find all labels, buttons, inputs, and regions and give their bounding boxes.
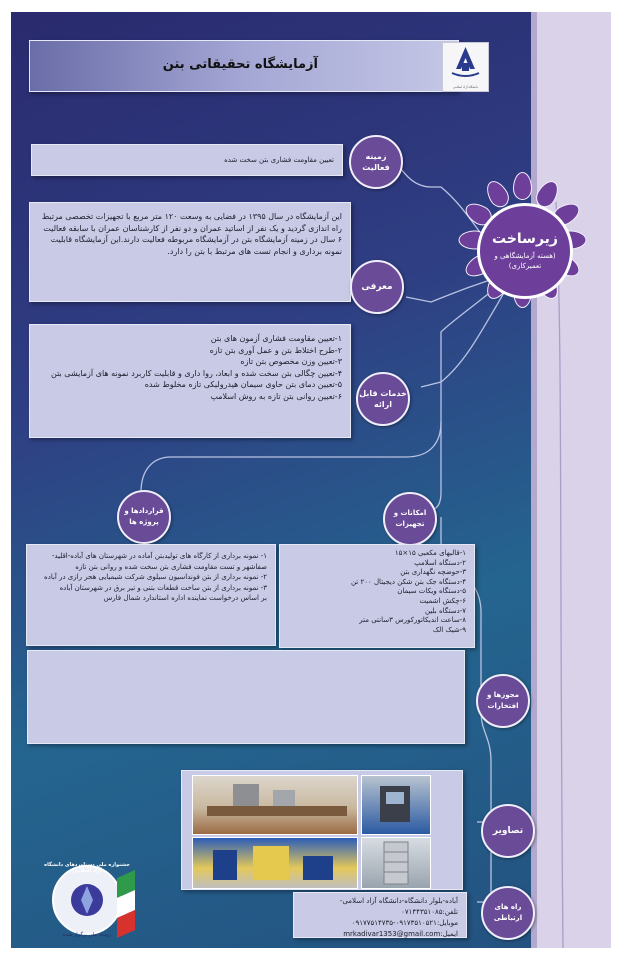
hub-subtitle: (هسته آزمایشگاهی و تعمیرکاری) — [494, 252, 556, 270]
intro-panel — [29, 202, 351, 302]
badge-images-label: تصاویر — [492, 825, 524, 836]
equipment-item: ۷-دستگاه بلین — [425, 606, 466, 615]
lab-photo — [361, 775, 431, 835]
contracts-item: بر اساس درخواست نماینده اداره استاندارد شمال فارس — [103, 594, 267, 602]
equipment-item: ۵-دستگاه ویکات سیمان — [397, 587, 466, 596]
equipment-item: ۹-شیک الک — [432, 625, 466, 634]
photo-sieve-icon — [362, 838, 430, 888]
equipment-item: ۴-دستگاه جک بتن شکن دیجیتال ۲۰۰ تن — [350, 577, 466, 586]
photo-equipment-icon — [193, 776, 357, 834]
equipment-item: ۲-دستگاه اسلامپ — [414, 558, 466, 567]
equipment-item: ۸-ساعت اندیکاتورکورس ۳سانتی متر — [359, 616, 466, 625]
logo-caption: دانشگاه آزاد اسلامی — [452, 85, 479, 89]
title-bar — [29, 40, 459, 92]
contact-mobile: موبایل:۰۹۱۷۳۵۱۰۵۲۱-۰۹۱۷۷۵۱۴۷۳۵ — [351, 919, 458, 927]
hub-title: زیرساخت — [492, 231, 558, 247]
field-text: تعیین مقاومت فشاری بتن سخت شده — [224, 156, 334, 164]
field-panel — [31, 144, 343, 176]
badge-images — [481, 804, 535, 858]
logo-emblem-icon — [443, 43, 488, 83]
services-item: ۱-تعیین مقاومت فشاری آزمون های بتن — [210, 334, 342, 343]
equipment-item: ۳-حوضچه نگهداری بتن — [400, 568, 466, 577]
equipment-item: ۶-چکش اشمیت — [419, 596, 466, 605]
lab-photo — [192, 775, 358, 835]
equipment-item: ۱-قالبهای مکعبی ۱۵×۱۵ — [394, 549, 466, 557]
badge-permits — [476, 674, 530, 728]
emblem-caption: رویداد ملی برگزار شده — [62, 932, 112, 938]
contracts-panel — [26, 544, 276, 646]
badge-field-label: زمینه فعالیت — [362, 152, 390, 172]
badge-contracts — [117, 490, 171, 544]
festival-emblem — [39, 860, 151, 944]
contracts-item: ۳- نمونه برداری از بتن ساخت قطعات بتنی و تیر برق در شهرستان آباده — [59, 583, 267, 592]
badge-contact-label: راه های ارتباطی — [493, 903, 523, 922]
lab-photo — [192, 837, 358, 889]
services-panel — [29, 324, 351, 438]
contact-address: آباده-بلوار دانشگاه-دانشگاه آزاد اسلامی-تلفن:۰۷۱۴۴۳۵۱۰۸۵ — [339, 897, 458, 916]
badge-equipment-label: امکانات و تجهیزات — [393, 509, 427, 528]
lab-photo — [361, 837, 431, 889]
services-item: ۲-طرح اختلاط بتن و عمل آوری بتن تازه — [209, 345, 342, 355]
intro-text: این آزمایشگاه در سال ۱۳۹۵ در فضایی به وسعت ۱۲۰ متر مربع با تجهیزات تخصصی مرتبط راه اندازی گردید و یک نفر از اساتید عمران و دو نفر از کارشناسان عمران با سابقه فعالیت ۶ سال در زمینه آزمایشگاه بتن در آزمایشگاه مربوطه فعالیت دارند.این آزمایشگاه قابلیت نمونه برداری و انجام تست های مرتبط با بتن را دارد. — [41, 212, 342, 256]
photo-press-icon — [193, 838, 357, 888]
services-item: ۴-تعیین چگالی بتن سخت شده و ابعاد، روا داری و قابلیت کاربرد نمونه های آزمایشی بتن — [51, 368, 342, 378]
equipment-panel — [279, 544, 475, 648]
services-item: ۶-تعیین روانی بتن تازه به روش اسلامپ — [210, 391, 342, 401]
badge-services — [356, 372, 410, 426]
badge-intro-label: معرفی — [361, 281, 393, 292]
contact-email: ایمیل:mrkadivar1353@gmail.com — [343, 930, 458, 938]
services-item: ۵-تعیین دمای بتن حاوی سیمان هیدرولیکی تازه مخلوط شده — [144, 380, 342, 389]
services-item: ۳-تعیین وزن مخصوص بتن تازه — [240, 357, 342, 366]
contracts-item: ۲- نمونه برداری از بتن فونداسیون سیلوی شرکت شیمیایی هجر رازی در آباده — [44, 573, 267, 581]
poster — [11, 12, 611, 948]
emblem-text: جشنواره ملی دستاوردهای دانشگاه آزاد اسلامی — [44, 862, 130, 874]
photo-machine-icon — [362, 776, 430, 834]
permits-panel — [27, 650, 465, 744]
university-logo — [442, 42, 489, 92]
contracts-item: ۱- نمونه برداری از کارگاه های تولیدبتن آماده در شهرستان های آباده-اقلید-صفاشهر و تست مقاومت فشاری بتن سخت شده و روانی بتن تازه — [51, 552, 267, 571]
badge-equipment — [383, 492, 437, 546]
hub-center — [477, 203, 573, 299]
badge-permits-label: مجوزها و افتخارات — [486, 691, 520, 710]
badge-contact — [481, 886, 535, 940]
images-panel — [181, 770, 463, 890]
page-title: آزمایشگاه تحقیقاتی بتن — [162, 57, 318, 72]
badge-services-label: خدمات قابل ارائه — [359, 389, 407, 409]
badge-contracts-label: قراردادها و پروژه ها — [124, 507, 164, 526]
badge-field — [349, 135, 403, 189]
petal-icon — [513, 172, 532, 200]
badge-intro — [350, 260, 404, 314]
contact-panel — [293, 892, 467, 938]
